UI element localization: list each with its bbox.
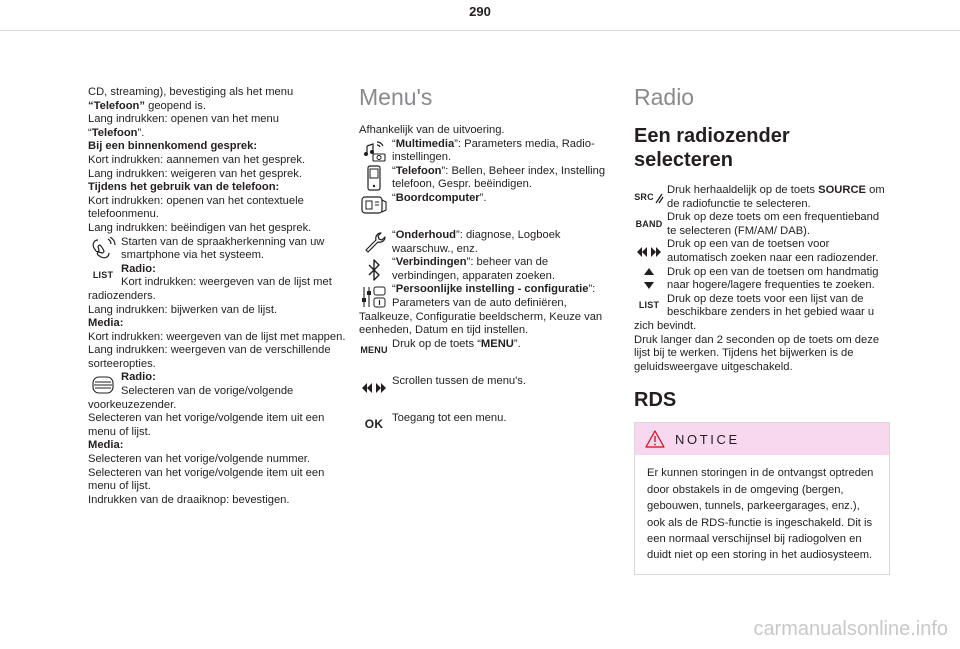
voice-row — [88, 236, 350, 263]
notice-header — [635, 423, 889, 455]
text-line: “Telefoon”. — [88, 126, 145, 139]
radio2-text: Selecteren van de vorige/volgende voorkeuzezender. — [88, 385, 294, 411]
label-media: Media: — [88, 317, 124, 330]
subtitle-select-station: Een radiozender selecteren — [634, 125, 790, 171]
text-line: Kort indrukken: aannemen van het gesprek. — [88, 153, 306, 166]
menu-verbindingen-row — [359, 256, 617, 283]
list-radio-text: Kort indrukken: weergeven van de lijst met radiozenders. — [88, 276, 332, 302]
scroll-text: Scrollen tussen de menu's. — [392, 374, 526, 387]
heading-during-call: Tijdens het gebruik van de telefoon: — [88, 181, 280, 194]
seek-arrows-icon — [359, 375, 389, 402]
text-line: Selecteren van het vorige/volgende item uit een menu of lijst. — [88, 466, 325, 493]
band-text: Druk op deze toets om een frequentieband te selecteren (FM/AM/ DAB). — [667, 211, 880, 237]
source-button-icon: SRC — [634, 184, 664, 211]
menu-persoonlijke-text: “Persoonlijke instelling - configuratie”: Parameters van de auto definiëren, Taalkeuze, Configuratie beeldscherm, Keuze van eenheden, Datum en tijd instellen. — [359, 283, 603, 337]
seek-arrows-icon — [634, 238, 664, 265]
menu-verbindingen-text: “Verbindingen”: beheer van de verbindingen, apparaten zoeken. — [392, 256, 555, 282]
phone-icon — [359, 165, 389, 192]
menu-persoonlijke-row — [359, 283, 617, 337]
column-middle — [359, 84, 617, 439]
source-row — [634, 184, 890, 211]
list-long-text: Druk langer dan 2 seconden op de toets om deze lijst bij te werken. Tijdens het bijwerken is de geluidsweergave uitgeschakeld. — [634, 333, 880, 373]
section-title-radio: Radio — [634, 84, 695, 110]
band-button-icon: BAND — [635, 218, 663, 229]
list-button-icon: LIST — [638, 300, 660, 311]
menu-onderhoud-text: “Onderhoud”: diagnose, Logboek waarschuw., enz. — [392, 228, 561, 255]
text-line: Lang indrukken: openen van het menu — [88, 113, 279, 126]
text-line: CD, streaming), bevestiging als het menu — [88, 86, 294, 98]
trip-computer-icon — [359, 192, 389, 219]
top-divider — [0, 30, 960, 31]
menu-boordcomputer-text: “Boordcomputer”. — [392, 191, 487, 204]
wrench-icon — [359, 229, 389, 256]
label-radio: Radio: — [121, 262, 156, 275]
ok-text: Toegang tot een menu. — [392, 411, 507, 424]
menus-intro: Afhankelijk van de uitvoering. — [359, 124, 505, 136]
text-line: Kort indrukken: weergeven van de lijst met mappen. — [88, 330, 346, 343]
menu-telefoon-text: “Telefoon”: Bellen, Beheer index, Instelling telefoon, Gespr. beëindigen. — [392, 164, 606, 191]
label-media-2: Media: — [88, 439, 124, 452]
seek-text: Druk op een van de toetsen voor automatisch zoeken naar een radiozender. — [667, 238, 879, 264]
ok-button-icon: OK — [364, 417, 384, 432]
section-title-menus: Menu's — [359, 84, 433, 110]
text-line: Selecteren van het vorige/volgende nummer. — [88, 453, 311, 466]
text-line: Lang indrukken: bijwerken van de lijst. — [88, 303, 278, 316]
rotary-knob-icon — [88, 371, 118, 398]
warning-triangle-icon — [645, 430, 665, 448]
manual-text: Druk op een van de toetsen om handmatig naar hogere/lagere frequenties te zoeken. — [667, 265, 879, 292]
bluetooth-icon — [359, 256, 389, 283]
text-line: “Telefoon” geopend is. — [88, 99, 206, 112]
knob-row — [88, 371, 350, 412]
notice-body: Er kunnen storingen in de ontvangst optreden door obstakels in de omgeving (bergen, gebouwen, tunnels, parkeergarages, enz.), ook als de RDS-functie is ingeschakeld. Dit is een normaal verschijnsel bij radiogolven en duidt niet op een storing in het audiosysteem. — [647, 467, 874, 562]
menu-button-row — [359, 338, 617, 365]
rds-title: RDS — [634, 389, 677, 412]
text-line: Selecteren van het vorige/volgende item uit een menu of lijst. — [88, 412, 325, 438]
up-down-arrows-icon — [634, 266, 664, 293]
column-right — [634, 84, 890, 575]
text-line: Indrukken van de draaiknop: bevestigen. — [88, 493, 290, 506]
voice-recognition-icon — [88, 236, 118, 263]
seek-row — [634, 238, 890, 265]
list-button-icon: LIST — [92, 270, 114, 281]
list-row — [634, 293, 890, 334]
ok-row — [359, 412, 617, 439]
band-row — [634, 211, 890, 238]
menu-multimedia-text: “Multimedia”: Parameters media, Radio-instellingen. — [392, 137, 595, 164]
source-text: Druk herhaaldelijk op de toets SOURCE om de radiofunctie te selecteren. — [667, 184, 885, 210]
menu-multimedia-row — [359, 138, 617, 165]
list-text: Druk op deze toets voor een lijst van de beschikbare zenders in het gebied waar u zich bevindt. — [634, 292, 875, 332]
voice-description: Starten van de spraakherkenning van uw smartphone via het systeem. — [121, 235, 325, 262]
scroll-row — [359, 375, 617, 402]
notice-box — [634, 422, 890, 574]
multimedia-icon — [359, 138, 389, 165]
notice-title: NOTICE — [675, 431, 740, 447]
list-row — [88, 263, 350, 304]
menu-telefoon-row — [359, 165, 617, 192]
menu-onderhoud-row — [359, 229, 617, 256]
text-line: Kort indrukken: openen van het contextuele telefoonmenu. — [88, 194, 304, 221]
text-line: Lang indrukken: beëindigen van het gesprek. — [88, 221, 312, 234]
text-line: Lang indrukken: weigeren van het gesprek. — [88, 167, 302, 180]
watermark: carmanualsonline.info — [753, 618, 948, 640]
menu-button-text: Druk op de toets “MENU”. — [392, 337, 521, 350]
label-radio-2: Radio: — [121, 371, 156, 384]
page-number: 290 — [469, 4, 491, 19]
manual-row — [634, 266, 890, 293]
text-line: Lang indrukken: weergeven van de verschillende sorteeropties. — [88, 344, 331, 370]
column-left — [88, 86, 350, 507]
settings-sliders-icon — [359, 283, 389, 310]
menu-button-icon: MENU — [360, 345, 388, 356]
heading-incoming-call: Bij een binnenkomend gesprek: — [88, 140, 258, 153]
menu-boordcomputer-row — [359, 192, 617, 219]
